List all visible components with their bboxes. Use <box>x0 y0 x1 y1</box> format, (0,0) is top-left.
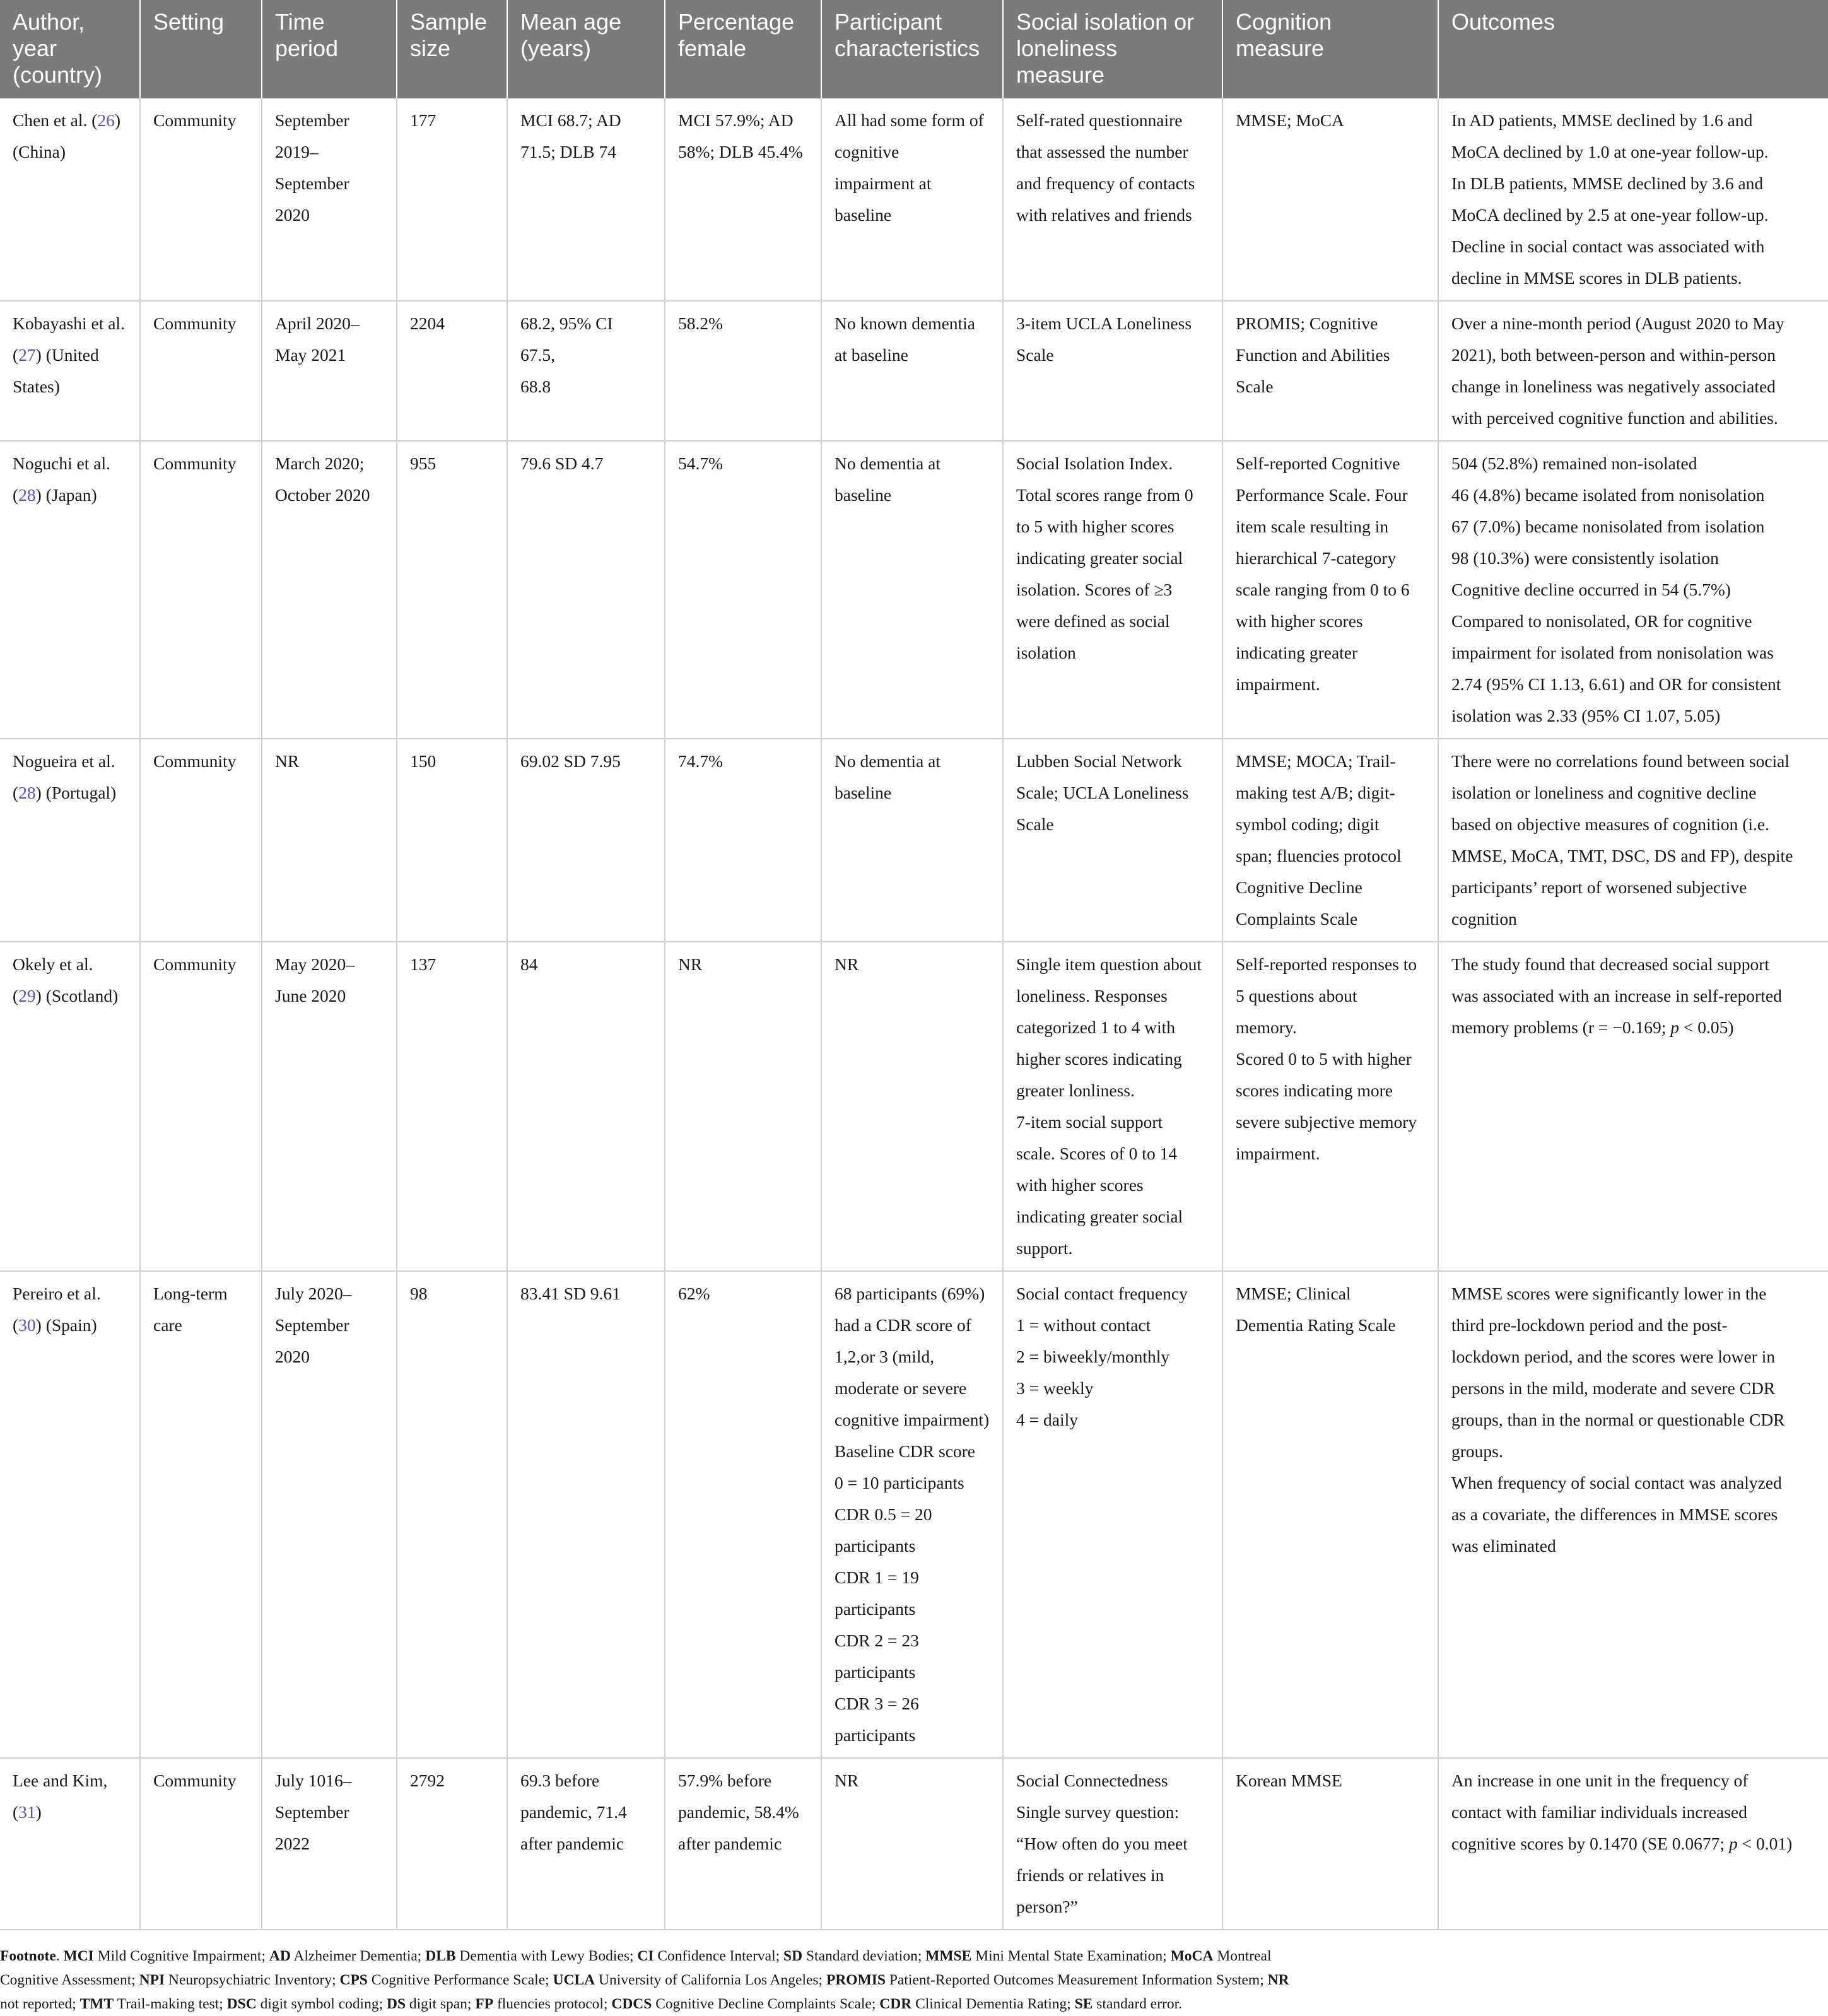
time-period-cell: April 2020– May 2021 <box>262 301 397 441</box>
table-row <box>0 739 1828 942</box>
footnote-abbreviation: CI <box>637 1948 654 1964</box>
author-text: Kobayashi et al. ( <box>13 314 125 365</box>
author-cell <box>0 1271 140 1758</box>
footnote-abbreviation: AD <box>269 1948 291 1964</box>
header-sample-size: Sample size <box>397 0 507 98</box>
footnote-definition: Cognitive Decline Complaints Scale; <box>652 1996 880 2012</box>
mean-age-cell: 84 <box>507 942 665 1271</box>
setting-cell: Community <box>140 98 262 301</box>
table-row <box>0 1758 1828 1930</box>
table-footnote <box>0 1930 1293 2016</box>
outcomes-cell: MMSE scores were significantly lower in the third pre-lockdown period and the post- lockdown period, and the scores were lower in persons in the mild, moderate and severe CDR groups, than in the normal or questionable CDR groups. When frequency of social contact was analyzed as a covariate, the differences in MMSE scores was eliminated <box>1438 1271 1828 1758</box>
sample-size-cell: 137 <box>397 942 507 1271</box>
outcomes-cell: 504 (52.8%) remained non-isolated 46 (4.8%) became isolated from nonisolation 67 (7.0%) became nonisolated from isolation 98 (10.3%) were consistently isolation Cognitive decline occurred in 54 (5.7%) Compared to nonisolated, OR for cognitive impairment for isolated from nonisolation was 2.74 (95% CI 1.13, 6.61) and OR for consistent isolation was 2.33 (95% CI 1.07, 5.05) <box>1438 441 1828 739</box>
time-period-cell: July 1016– September 2022 <box>262 1758 397 1930</box>
header-isolation-measure: Social isolation or loneliness measure <box>1003 0 1222 98</box>
footnote-definition: Montreal Cognitive Assessment; <box>0 1948 1272 1988</box>
outcomes-cell: Over a nine-month period (August 2020 to May 2021), both between-person and within-person change in loneliness was negatively associated with perceived cognitive function and abilities. <box>1438 301 1828 441</box>
footnote-definition: Mini Mental State Examination; <box>971 1948 1171 1964</box>
sample-size-cell: 2792 <box>397 1758 507 1930</box>
outcomes-cell: In AD patients, MMSE declined by 1.6 and MoCA declined by 1.0 at one-year follow-up. In DLB patients, MMSE declined by 3.6 and MoCA declined by 2.5 at one-year follow-up. Decline in social contact was associated with decline in MMSE scores in DLB patients. <box>1438 98 1828 301</box>
header-author: Author, year (country) <box>0 0 140 98</box>
isolation-measure-cell: Social Connectedness Single survey question: “How often do you meet friends or relatives in person?” <box>1003 1758 1222 1930</box>
cognition-measure-cell: Self-reported responses to 5 questions about memory. Scored 0 to 5 with higher scores indicating more severe subjective memory impairment. <box>1222 942 1438 1271</box>
footnote-definition: Dementia with Lewy Bodies; <box>455 1948 638 1964</box>
footnote-abbreviation: TMT <box>79 1996 114 2012</box>
setting-cell: Long-term care <box>140 1271 262 1758</box>
header-cognition-measure: Cognition measure <box>1222 0 1438 98</box>
reference-link[interactable]: 29 <box>18 986 36 1005</box>
header-time-period: Time period <box>262 0 397 98</box>
footnote-definition: not reported; <box>0 1996 80 2012</box>
author-text: Okely et al. ( <box>13 954 93 1005</box>
setting-cell: Community <box>140 441 262 739</box>
footnote-definition: digit symbol coding; <box>256 1996 387 2012</box>
author-country-text: ) (Japan) <box>35 485 97 505</box>
header-percentage-female: Percentage female <box>665 0 821 98</box>
reference-link[interactable]: 27 <box>18 345 36 365</box>
isolation-measure-cell: Social contact frequency 1 = without contact 2 = biweekly/monthly 3 = weekly 4 = daily <box>1003 1271 1222 1758</box>
mean-age-cell: 83.41 SD 9.61 <box>507 1271 665 1758</box>
cognition-measure-cell: MMSE; MOCA; Trail- making test A/B; digit- symbol coding; digit span; fluencies protocol Cognitive Decline Complaints Scale <box>1222 739 1438 942</box>
footnote-abbreviation: CDCS <box>611 1996 652 2012</box>
header-row <box>0 0 1828 98</box>
table-row <box>0 942 1828 1271</box>
reference-link[interactable]: 28 <box>18 485 36 505</box>
participant-characteristics-cell: NR <box>821 1758 1003 1930</box>
footnote-abbreviation: UCLA <box>553 1972 595 1988</box>
time-period-cell: NR <box>262 739 397 942</box>
reference-link[interactable]: 30 <box>18 1315 36 1335</box>
participant-characteristics-cell: No known dementia at baseline <box>821 301 1003 441</box>
sample-size-cell: 98 <box>397 1271 507 1758</box>
footnote-abbreviation: NR <box>1267 1972 1289 1988</box>
percentage-female-cell: 58.2% <box>665 301 821 441</box>
header-setting: Setting <box>140 0 262 98</box>
footnote-definition: . <box>56 1948 64 1964</box>
author-text: Nogueira et al. ( <box>13 751 115 802</box>
footnote-definition: Confidence Interval; <box>653 1948 784 1964</box>
outcomes-cell: The study found that decreased social support was associated with an increase in self-reported memory problems (r = −0.169; p < 0.05) <box>1438 942 1828 1271</box>
footnote-abbreviation: CDR <box>879 1996 912 2012</box>
footnote-abbreviation: PROMIS <box>826 1972 886 1988</box>
participant-characteristics-cell: NR <box>821 942 1003 1271</box>
author-country-text: ) (Portugal) <box>35 783 117 802</box>
time-period-cell: July 2020– September 2020 <box>262 1271 397 1758</box>
table-row <box>0 98 1828 301</box>
footnote-abbreviation: MCI <box>63 1948 94 1964</box>
author-cell <box>0 1758 140 1930</box>
isolation-measure-cell: Social Isolation Index. Total scores range from 0 to 5 with higher scores indicating greater social isolation. Scores of ≥3 were defined as social isolation <box>1003 441 1222 739</box>
footnote-abbreviation: SE <box>1074 1996 1093 2012</box>
footnote-definition: Mild Cognitive Impairment; <box>93 1948 269 1964</box>
author-country-text: ) (Scotland) <box>35 986 119 1005</box>
footnote-definition: Standard deviation; <box>802 1948 926 1964</box>
footnote-definition: Patient-Reported Outcomes Measurement Information System; <box>885 1972 1268 1988</box>
sample-size-cell: 955 <box>397 441 507 739</box>
author-cell <box>0 301 140 441</box>
table-row <box>0 301 1828 441</box>
isolation-measure-cell: Single item question about loneliness. Responses categorized 1 to 4 with higher scores indicating greater lonliness. 7-item social support scale. Scores of 0 to 14 with higher scores indicating greater social support. <box>1003 942 1222 1271</box>
author-country-text: ) (United States) <box>13 345 99 396</box>
table-row <box>0 1271 1828 1758</box>
time-period-cell: May 2020– June 2020 <box>262 942 397 1271</box>
header-mean-age: Mean age (years) <box>507 0 665 98</box>
author-text: Pereiro et al. ( <box>13 1284 101 1335</box>
author-cell <box>0 739 140 942</box>
header-outcomes: Outcomes <box>1438 0 1828 98</box>
author-cell <box>0 441 140 739</box>
cognition-measure-cell: PROMIS; Cognitive Function and Abilities Scale <box>1222 301 1438 441</box>
outcomes-cell: An increase in one unit in the frequency of contact with familiar individuals increased cognitive scores by 0.1470 (SE 0.0677; p < 0.01) <box>1438 1758 1828 1930</box>
footnote-abbreviation: MoCA <box>1170 1948 1214 1964</box>
sample-size-cell: 150 <box>397 739 507 942</box>
setting-cell: Community <box>140 301 262 441</box>
percentage-female-cell: 62% <box>665 1271 821 1758</box>
reference-link[interactable]: 31 <box>18 1802 36 1822</box>
outcomes-cell: There were no correlations found between social isolation or loneliness and cognitive decline based on objective measures of cognition (i.e. MMSE, MoCA, TMT, DSC, DS and FP), despite participants’ report of worsened subjective cognition <box>1438 739 1828 942</box>
mean-age-cell: 69.3 before pandemic, 71.4 after pandemic <box>507 1758 665 1930</box>
setting-cell: Community <box>140 1758 262 1930</box>
footnote-definition: Clinical Dementia Rating; <box>911 1996 1075 2012</box>
participant-characteristics-cell: 68 participants (69%) had a CDR score of 1,2,or 3 (mild, moderate or severe cognitive impairment) Baseline CDR score 0 = 10 participants CDR 0.5 = 20 participants CDR 1 = 19 participants CDR 2 = 23 participants CDR 3 = 26 participants <box>821 1271 1003 1758</box>
percentage-female-cell: 74.7% <box>665 739 821 942</box>
cognition-measure-cell: MMSE; Clinical Dementia Rating Scale <box>1222 1271 1438 1758</box>
participant-characteristics-cell: No dementia at baseline <box>821 441 1003 739</box>
participant-characteristics-cell: All had some form of cognitive impairment at baseline <box>821 98 1003 301</box>
sample-size-cell: 2204 <box>397 301 507 441</box>
isolation-measure-cell: 3-item UCLA Loneliness Scale <box>1003 301 1222 441</box>
author-country-text: ) (Spain) <box>35 1315 97 1335</box>
footnote-definition: Neuropsychiatric Inventory; <box>165 1972 340 1988</box>
reference-link[interactable]: 28 <box>18 783 36 802</box>
mean-age-cell: MCI 68.7; AD 71.5; DLB 74 <box>507 98 665 301</box>
mean-age-cell: 68.2, 95% CI 67.5, 68.8 <box>507 301 665 441</box>
time-period-cell: September 2019– September 2020 <box>262 98 397 301</box>
author-cell <box>0 942 140 1271</box>
footnote-definition: Cognitive Performance Scale; <box>367 1972 553 1988</box>
footnote-definition: University of California Los Angeles; <box>595 1972 826 1988</box>
author-text: Chen et al. ( <box>13 110 98 130</box>
percentage-female-cell: NR <box>665 942 821 1271</box>
footnote-abbreviation: CPS <box>339 1972 368 1988</box>
sample-size-cell: 177 <box>397 98 507 301</box>
mean-age-cell: 79.6 SD 4.7 <box>507 441 665 739</box>
percentage-female-cell: MCI 57.9%; AD 58%; DLB 45.4% <box>665 98 821 301</box>
footnote-abbreviation: Footnote <box>0 1948 56 1964</box>
mean-age-cell: 69.02 SD 7.95 <box>507 739 665 942</box>
cognition-measure-cell: Korean MMSE <box>1222 1758 1438 1930</box>
cognition-measure-cell: Self-reported Cognitive Performance Scale. Four item scale resulting in hierarchical 7-category scale ranging from 0 to 6 with higher scores indicating greater impairment. <box>1222 441 1438 739</box>
footnote-abbreviation: DLB <box>425 1948 456 1964</box>
percentage-female-cell: 54.7% <box>665 441 821 739</box>
table-row <box>0 441 1828 739</box>
author-country-text: ) (China) <box>13 110 121 161</box>
footnote-abbreviation: DS <box>386 1996 406 2012</box>
footnote-definition: Alzheimer Dementia; <box>290 1948 426 1964</box>
footnote-abbreviation: MMSE <box>925 1948 972 1964</box>
footnote-abbreviation: NPI <box>139 1972 165 1988</box>
percentage-female-cell: 57.9% before pandemic, 58.4% after pandemic <box>665 1758 821 1930</box>
participant-characteristics-cell: No dementia at baseline <box>821 739 1003 942</box>
setting-cell: Community <box>140 942 262 1271</box>
footnote-abbreviation: FP <box>475 1996 494 2012</box>
setting-cell: Community <box>140 739 262 942</box>
table-body <box>0 98 1828 1930</box>
footnote-abbreviation: DSC <box>226 1996 257 2012</box>
footnote-definition: standard error. <box>1093 1996 1183 2012</box>
author-cell <box>0 98 140 301</box>
isolation-measure-cell: Lubben Social Network Scale; UCLA Loneliness Scale <box>1003 739 1222 942</box>
time-period-cell: March 2020; October 2020 <box>262 441 397 739</box>
author-country-text: ) <box>35 1802 42 1822</box>
author-text: Noguchi et al. ( <box>13 454 111 505</box>
footnote-definition: fluencies protocol; <box>493 1996 612 2012</box>
cognition-measure-cell: MMSE; MoCA <box>1222 98 1438 301</box>
footnote-abbreviation: SD <box>783 1948 803 1964</box>
header-participant-characteristics: Participant characteristics <box>821 0 1003 98</box>
footnote-definition: digit span; <box>406 1996 476 2012</box>
reference-link[interactable]: 26 <box>97 110 115 130</box>
isolation-measure-cell: Self-rated questionnaire that assessed the number and frequency of contacts with relatives and friends <box>1003 98 1222 301</box>
author-text: Lee and Kim, ( <box>13 1771 108 1822</box>
footnote-definition: Trail-making test; <box>114 1996 227 2012</box>
